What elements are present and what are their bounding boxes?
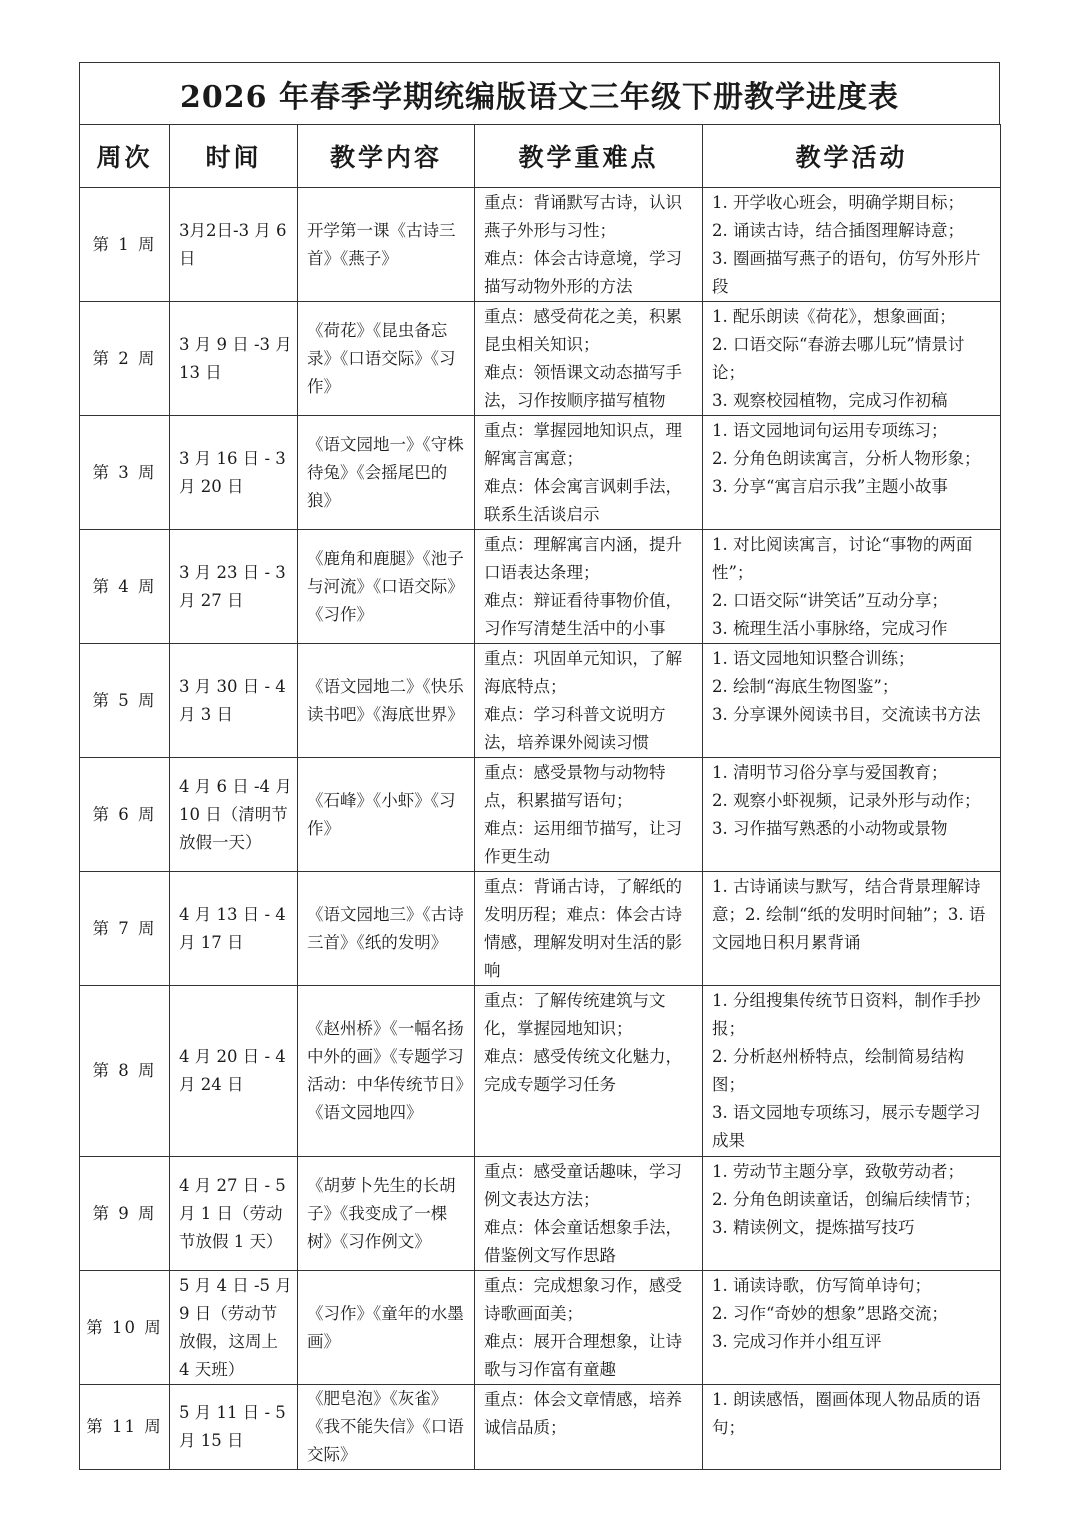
- activities-cell: [703, 1271, 1001, 1385]
- content-cell: 《习作》《童年的水墨画》: [298, 1271, 475, 1385]
- key-points-cell: [475, 1385, 703, 1470]
- week-cell: 第 11 周: [80, 1385, 170, 1470]
- table-row: [80, 1157, 1001, 1271]
- week-cell: 第 6 周: [80, 758, 170, 872]
- date-cell: 4 月 6 日 -4 月 10 日（清明节放假一天）: [170, 758, 298, 872]
- activities-cell: [703, 416, 1001, 530]
- content-cell: 开学第一课《古诗三首》《燕子》: [298, 188, 475, 302]
- header-content: 教学内容: [298, 125, 475, 188]
- activity-line: 2. 口语交际“讲笑话”互动分享；: [712, 591, 948, 610]
- key-point-line: 难点：体会寓言讽刺手法，联系生活谈启示: [484, 477, 682, 524]
- key-points-cell: [475, 1271, 703, 1385]
- key-points-cell: [475, 416, 703, 530]
- content-cell: 《胡萝卜先生的长胡子》《我变成了一棵树》《习作例文》: [298, 1157, 475, 1271]
- activities-cell: [703, 872, 1001, 986]
- activity-line: 3. 语文园地专项练习，展示专题学习成果: [712, 1103, 981, 1150]
- content-cell: 《赵州桥》《一幅名扬中外的画》《专题学习活动：中华传统节日》《语文园地四》: [298, 986, 475, 1157]
- activities-cell: [703, 644, 1001, 758]
- key-points-cell: [475, 758, 703, 872]
- key-point-line: 难点：领悟课文动态描写手法，习作按顺序描写植物: [484, 363, 682, 410]
- activities-cell: [703, 758, 1001, 872]
- activity-line: 1. 对比阅读寓言，讨论“事物的两面性”；: [712, 535, 973, 582]
- week-cell: 第 9 周: [80, 1157, 170, 1271]
- key-point-line: 重点：背诵古诗，了解纸的发明历程；难点：体会古诗情感，理解发明对生活的影响: [484, 877, 682, 980]
- key-point-line: 重点：完成想象习作，感受诗歌画面美；: [484, 1276, 682, 1323]
- activities-cell: [703, 302, 1001, 416]
- table-row: [80, 1385, 1001, 1470]
- activity-line: 2. 诵读古诗，结合插图理解诗意；: [712, 221, 964, 240]
- activity-line: 2. 习作“奇妙的想象”思路交流；: [712, 1304, 948, 1323]
- week-cell: 第 10 周: [80, 1271, 170, 1385]
- key-point-line: 重点：了解传统建筑与文化，掌握园地知识；: [484, 991, 666, 1038]
- activity-line: 1. 古诗诵读与默写，结合背景理解诗意；2. 绘制“纸的发明时间轴”；3. 语文园地日积月累背诵: [712, 877, 986, 952]
- date-cell: 4 月 20 日 - 4 月 24 日: [170, 986, 298, 1157]
- header-time: 时间: [170, 125, 298, 188]
- table-row: [80, 302, 1001, 416]
- activity-line: 1. 诵读诗歌，仿写简单诗句；: [712, 1276, 931, 1295]
- date-cell: 3 月 16 日 - 3 月 20 日: [170, 416, 298, 530]
- header-activities: 教学活动: [703, 125, 1001, 188]
- content-cell: 《语文园地二》《快乐读书吧》《海底世界》: [298, 644, 475, 758]
- key-point-line: 难点：辩证看待事物价值，习作写清楚生活中的小事: [484, 591, 682, 638]
- activities-cell: [703, 986, 1001, 1157]
- activities-cell: [703, 188, 1001, 302]
- activity-line: 1. 劳动节主题分享，致敬劳动者；: [712, 1162, 964, 1181]
- table-row: [80, 188, 1001, 302]
- activity-line: 2. 分角色朗读寓言，分析人物形象；: [712, 449, 981, 468]
- week-cell: 第 2 周: [80, 302, 170, 416]
- content-cell: 《鹿角和鹿腿》《池子与河流》《口语交际》《习作》: [298, 530, 475, 644]
- page-title: 2026 年春季学期统编版语文三年级下册教学进度表: [79, 62, 1000, 124]
- activity-line: 3. 完成习作并小组互评: [712, 1332, 882, 1351]
- date-cell: 5 月 4 日 -5 月 9 日（劳动节放假，这周上 4 天班）: [170, 1271, 298, 1385]
- date-cell: 3 月 30 日 - 4 月 3 日: [170, 644, 298, 758]
- table-row: [80, 872, 1001, 986]
- key-points-cell: [475, 302, 703, 416]
- activity-line: 1. 开学收心班会，明确学期目标；: [712, 193, 964, 212]
- header-key-points: 教学重难点: [475, 125, 703, 188]
- content-cell: 《语文园地一》《守株待兔》《会摇尾巴的狼》: [298, 416, 475, 530]
- activity-line: 3. 梳理生活小事脉络，完成习作: [712, 619, 948, 638]
- key-point-line: 难点：学习科普文说明方法，培养课外阅读习惯: [484, 705, 666, 752]
- key-points-cell: [475, 644, 703, 758]
- activity-line: 1. 语文园地知识整合训练；: [712, 649, 915, 668]
- key-point-line: 重点：感受景物与动物特点，积累描写语句；: [484, 763, 666, 810]
- key-point-line: 重点：背诵默写古诗，认识燕子外形与习性；: [484, 193, 682, 240]
- key-points-cell: [475, 1157, 703, 1271]
- date-cell: 5 月 11 日 - 5 月 15 日: [170, 1385, 298, 1470]
- key-points-cell: [475, 986, 703, 1157]
- date-cell: 3月2日-3 月 6日: [170, 188, 298, 302]
- week-cell: 第 3 周: [80, 416, 170, 530]
- activities-cell: [703, 1385, 1001, 1470]
- activity-line: 2. 观察小虾视频，记录外形与动作；: [712, 791, 981, 810]
- activities-cell: [703, 1157, 1001, 1271]
- week-cell: 第 1 周: [80, 188, 170, 302]
- content-cell: 《荷花》《昆虫备忘录》《口语交际》《习作》: [298, 302, 475, 416]
- table-row: [80, 530, 1001, 644]
- schedule-table: [79, 124, 1001, 1470]
- week-cell: 第 8 周: [80, 986, 170, 1157]
- date-cell: 3 月 9 日 -3 月 13 日: [170, 302, 298, 416]
- activity-line: 1. 清明节习俗分享与爱国教育；: [712, 763, 948, 782]
- week-cell: 第 7 周: [80, 872, 170, 986]
- activity-line: 3. 精读例文，提炼描写技巧: [712, 1218, 915, 1237]
- activity-line: 2. 口语交际“春游去哪儿玩”情景讨论；: [712, 335, 965, 382]
- activity-line: 3. 习作描写熟悉的小动物或景物: [712, 819, 948, 838]
- table-body: [80, 188, 1001, 1470]
- table-row: [80, 758, 1001, 872]
- content-cell: 《石峰》《小虾》《习作》: [298, 758, 475, 872]
- key-point-line: 难点：展开合理想象，让诗歌与习作富有童趣: [484, 1332, 682, 1379]
- week-cell: 第 5 周: [80, 644, 170, 758]
- activities-cell: [703, 530, 1001, 644]
- content-cell: 《语文园地三》《古诗三首》《纸的发明》: [298, 872, 475, 986]
- activity-line: 1. 语文园地词句运用专项练习；: [712, 421, 948, 440]
- key-points-cell: [475, 188, 703, 302]
- key-point-line: 重点：理解寓言内涵，提升口语表达条理；: [484, 535, 682, 582]
- key-point-line: 难点：体会古诗意境，学习描写动物外形的方法: [484, 249, 682, 296]
- key-point-line: 重点：感受荷花之美，积累昆虫相关知识；: [484, 307, 682, 354]
- key-point-line: 难点：运用细节描写，让习作更生动: [484, 819, 682, 866]
- key-point-line: 重点：感受童话趣味，学习例文表达方法；: [484, 1162, 682, 1209]
- header-week: 周次: [80, 125, 170, 188]
- table-row: [80, 1271, 1001, 1385]
- content-cell: 《肥皂泡》《灰雀》《我不能失信》《口语交际》: [298, 1385, 475, 1470]
- key-points-cell: [475, 530, 703, 644]
- activity-line: 3. 分享课外阅读书目，交流读书方法: [712, 705, 981, 724]
- key-point-line: 重点：体会文章情感，培养诚信品质；: [484, 1390, 682, 1437]
- activity-line: 2. 绘制“海底生物图鉴”；: [712, 677, 899, 696]
- activity-line: 1. 朗读感悟，圈画体现人物品质的语句；: [712, 1390, 981, 1437]
- schedule-sheet: [79, 62, 1000, 1470]
- key-point-line: 重点：巩固单元知识，了解海底特点；: [484, 649, 682, 696]
- key-point-line: 难点：体会童话想象手法，借鉴例文写作思路: [484, 1218, 682, 1265]
- date-cell: 4 月 27 日 - 5 月 1 日（劳动节放假 1 天）: [170, 1157, 298, 1271]
- table-row: [80, 986, 1001, 1157]
- table-row: [80, 644, 1001, 758]
- activity-line: 2. 分析赵州桥特点，绘制简易结构图；: [712, 1047, 964, 1094]
- activity-line: 3. 分享“寓言启示我”主题小故事: [712, 477, 948, 496]
- week-cell: 第 4 周: [80, 530, 170, 644]
- date-cell: 4 月 13 日 - 4 月 17 日: [170, 872, 298, 986]
- activity-line: 1. 分组搜集传统节日资料，制作手抄报；: [712, 991, 981, 1038]
- key-point-line: 重点：掌握园地知识点，理解寓言寓意；: [484, 421, 682, 468]
- activity-line: 3. 圈画描写燕子的语句，仿写外形片段: [712, 249, 981, 296]
- table-row: [80, 416, 1001, 530]
- activity-line: 1. 配乐朗读《荷花》，想象画面；: [712, 307, 956, 326]
- date-cell: 3 月 23 日 - 3 月 27 日: [170, 530, 298, 644]
- activity-line: 3. 观察校园植物，完成习作初稿: [712, 391, 948, 410]
- activity-line: 2. 分角色朗读童话，创编后续情节；: [712, 1190, 981, 1209]
- key-point-line: 难点：感受传统文化魅力，完成专题学习任务: [484, 1047, 682, 1094]
- header-row: [80, 125, 1001, 188]
- key-points-cell: [475, 872, 703, 986]
